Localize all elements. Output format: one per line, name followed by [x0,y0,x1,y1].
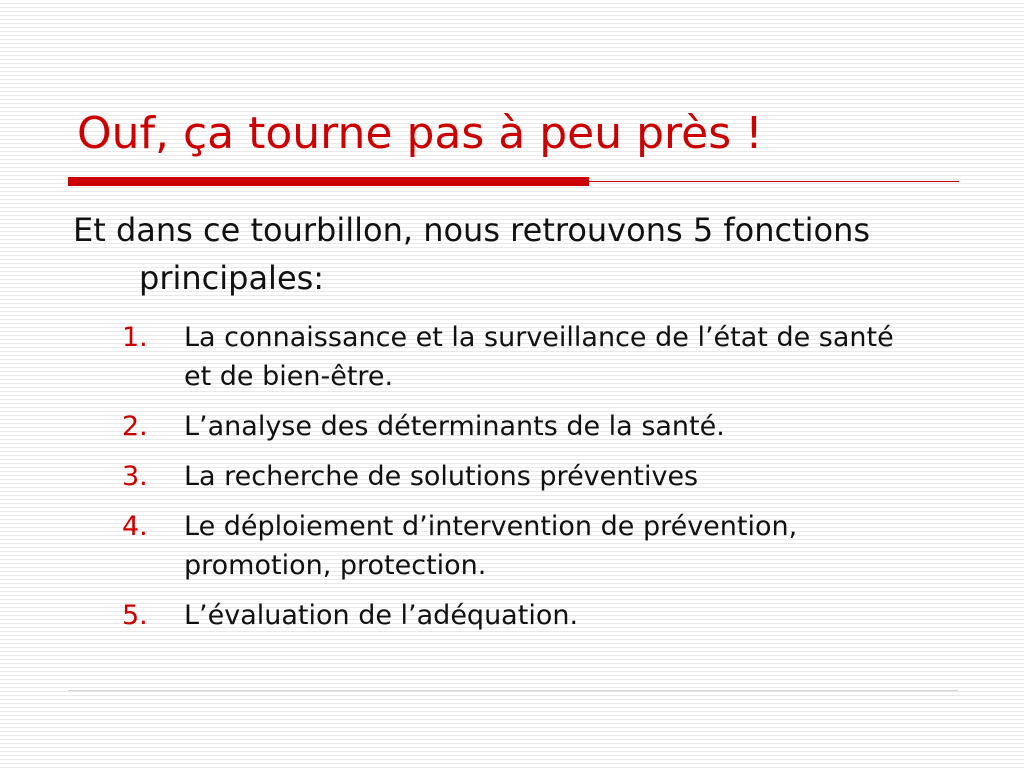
list-item-text: La connaissance et la surveillance de l’état de santé et de bien-être. [184,322,894,392]
list-item [122,457,922,496]
list-item-number: 5. [122,600,148,631]
list-item-text: L’évaluation de l’adéquation. [184,600,579,631]
list-item-number: 4. [122,511,148,542]
functions-list [122,318,922,646]
list-item-number: 1. [122,322,148,353]
list-item-text: L’analyse des déterminants de la santé. [184,411,725,442]
list-item [122,407,922,446]
list-item [122,507,922,585]
intro-text: Et dans ce tourbillon, nous retrouvons 5 fonctions principales: [73,211,871,297]
list-item-number: 2. [122,411,148,442]
title-underline-thin [589,181,959,182]
title-underline-thick [68,177,589,186]
footer-divider [68,690,958,691]
list-item [122,596,922,635]
slide-title: Ouf, ça tourne pas à peu près ! [77,108,763,159]
list-item-text: La recherche de solutions préventives [184,461,699,492]
list-item-number: 3. [122,461,148,492]
list-item-text: Le déploiement d’intervention de prévention, promotion, protection. [184,511,798,581]
list-item [122,318,922,396]
